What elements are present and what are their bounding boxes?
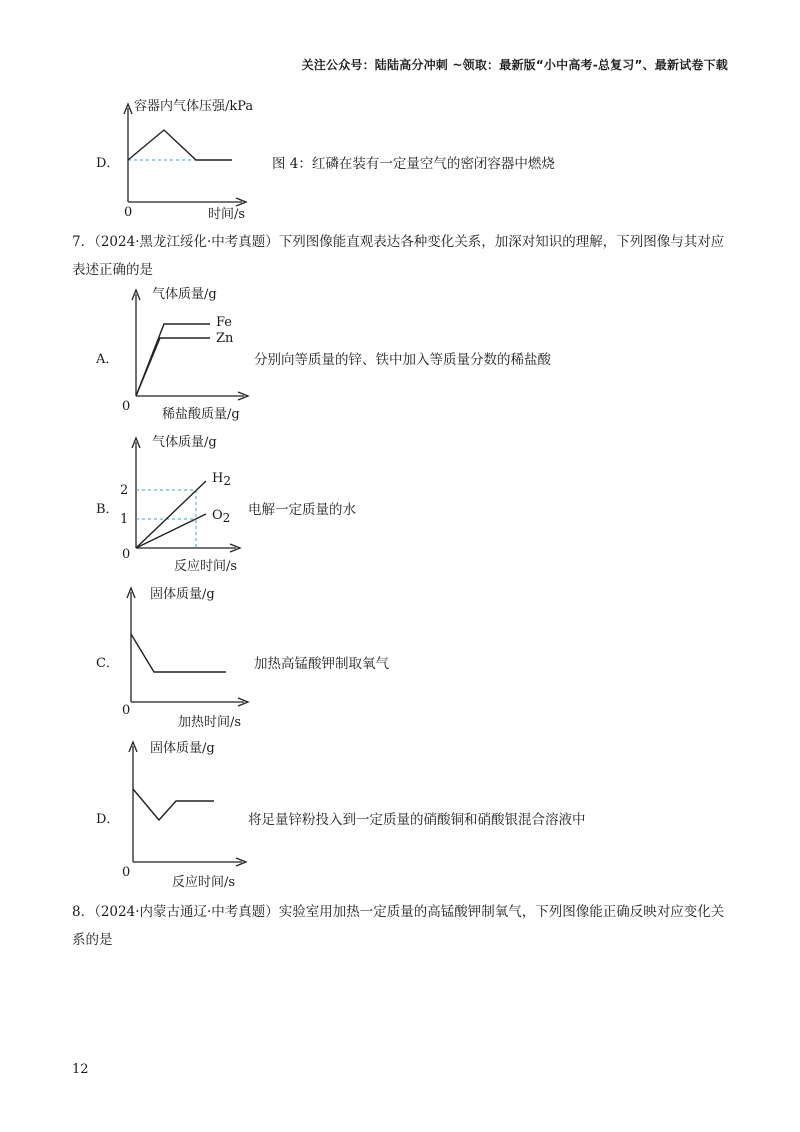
x-axis-label: 稀盐酸质量/g [162, 407, 240, 422]
o2-base: O [212, 508, 223, 523]
o2-sub: 2 [222, 511, 231, 525]
y-axis-label: 容器内气体压强/kPa [134, 99, 254, 114]
origin-label: 0 [122, 547, 131, 562]
h2-base: H [212, 471, 224, 486]
x-axis-label: 加热时间/s [178, 715, 242, 730]
option-d-label: D． [96, 812, 120, 827]
page-header: 关注公众号：陆陆高分冲刺 ~领取：最新版“小中高考-总复习”、最新试卷下载 [301, 58, 728, 72]
origin-label: 0 [122, 399, 131, 414]
x-axis-label: 时间/s [208, 207, 246, 222]
page-number: 12 [72, 1062, 89, 1077]
tick-2: 2 [120, 483, 129, 498]
question-8-text: 8．（2024·内蒙古通辽·中考真题）实验室用加热一定质量的高锰酸钾制氧气，下列图像能正确反映对应变化关系的是 [72, 904, 725, 948]
option-b-label: B． [96, 502, 119, 517]
tick-1: 1 [120, 512, 129, 527]
origin-label: 0 [122, 703, 131, 718]
solid-mass-line [133, 789, 214, 820]
x-axis-label: 反应时间/s [172, 875, 236, 890]
y-axis-label: 气体质量/g [152, 435, 217, 450]
h2-sub: 2 [223, 474, 231, 488]
series-label-zn: Zn [216, 331, 234, 346]
y-axis-label: 固体质量/g [150, 741, 215, 756]
option-desc: 图 4：红磷在装有一定量空气的密闭容器中燃烧 [272, 156, 555, 172]
option-label: D． [96, 156, 120, 171]
option-d-desc: 将足量锌粉投入到一定质量的硝酸铜和硝酸银混合溶液中 [248, 812, 586, 828]
series-label-fe: Fe [216, 315, 233, 330]
origin-label: 0 [124, 205, 133, 220]
option-c-label: C． [96, 656, 119, 671]
x-axis-label: 反应时间/s [174, 559, 238, 574]
option-c-desc: 加热高锰酸钾制取氧气 [254, 656, 389, 672]
question-7-text: 7．（2024·黑龙江绥化·中考真题）下列图像能直观表达各种变化关系，加深对知识的理解，下列图像与其对应表述正确的是 [72, 234, 725, 278]
origin-label: 0 [122, 865, 131, 880]
option-a-label: A． [96, 352, 119, 367]
y-axis-label: 气体质量/g [152, 287, 217, 302]
option-a-desc: 分别向等质量的锌、铁中加入等质量分数的稀盐酸 [254, 352, 551, 368]
y-axis-label: 固体质量/g [150, 587, 215, 602]
option-b-desc: 电解一定质量的水 [248, 502, 356, 518]
